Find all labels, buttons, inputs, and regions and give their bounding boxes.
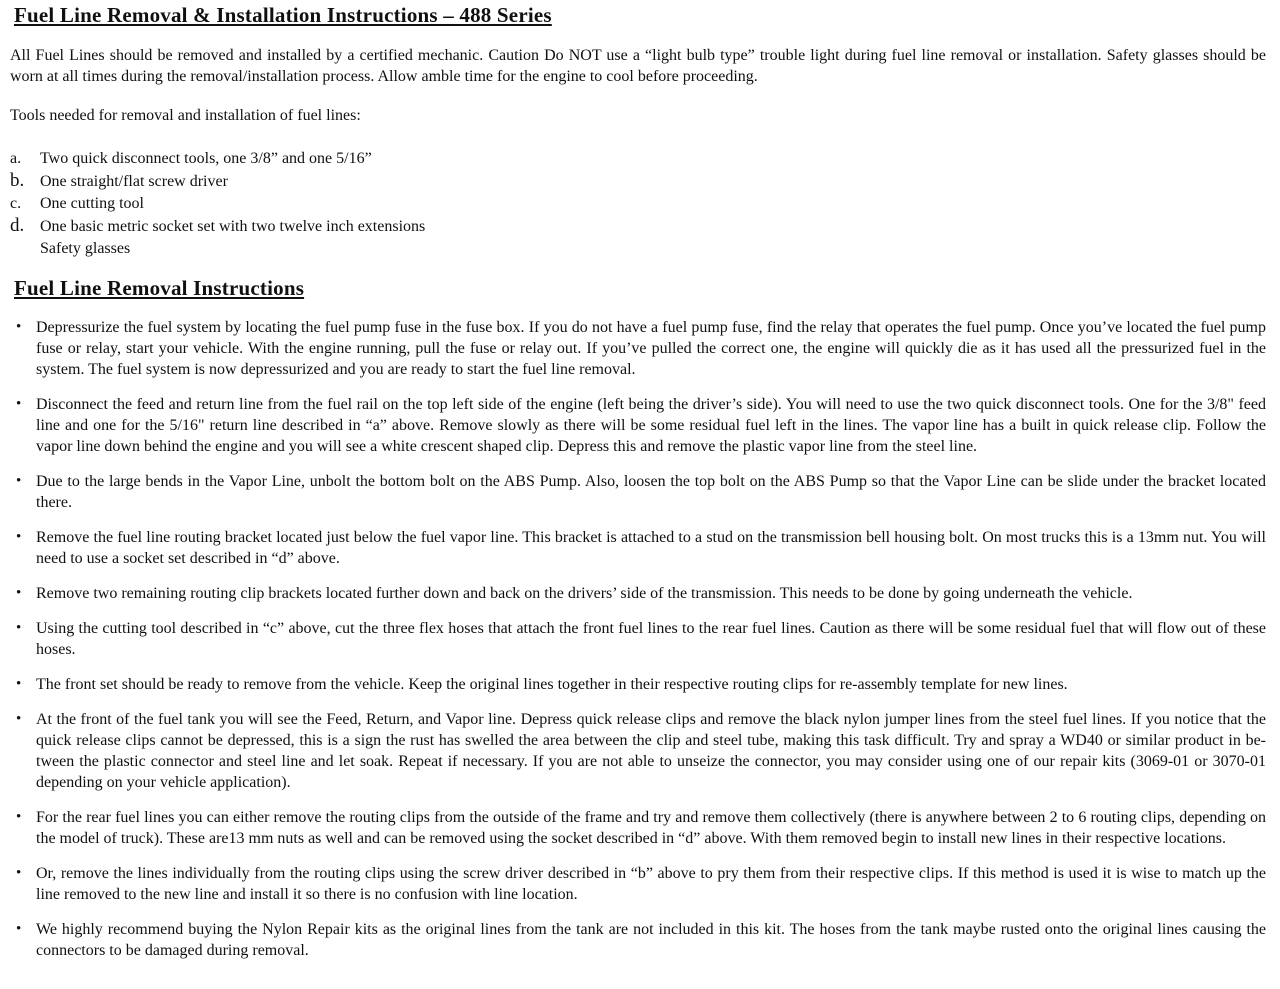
bullet-item-7 xyxy=(10,674,1266,695)
bullet-item-10 xyxy=(10,863,1266,905)
tool-text-a: Two quick disconnect tools, one 3/8” and one 5/16” xyxy=(40,150,372,167)
bullet-icon: • xyxy=(16,585,22,601)
step-text-4: Remove the fuel line routing bracket located just below the fuel vapor line. This bracket is attached to a stud on the transmission bell housing bolt. On most trucks this is a 13mm nut. You will need to use a socket set described in “d” above. xyxy=(36,529,1266,567)
tool-text-c: One cutting tool xyxy=(40,195,144,212)
bullet-icon: • xyxy=(16,620,22,636)
step-text-11: We highly recommend buying the Nylon Repair kits as the original lines from the tank are not included in this kit. The hoses from the tank maybe rusted onto the original lines causing the connectors to be damaged during removal. xyxy=(36,921,1266,959)
bullet-icon: • xyxy=(16,711,22,727)
bullet-item-11 xyxy=(10,919,1266,961)
bullet-icon: • xyxy=(16,676,22,692)
bullet-icon: • xyxy=(16,529,22,545)
page-title: Fuel Line Removal & Installation Instructions – 488 Series xyxy=(14,3,552,27)
bullet-icon: • xyxy=(16,809,22,825)
intro-paragraph: All Fuel Lines should be removed and installed by a certified mechanic. Caution Do NOT use a “light bulb type” trouble light during fuel line removal or installation. Safety glasses should be worn at all times during the removal/installation process. Allow amble time for the engine to cool before proceeding. xyxy=(10,47,1266,85)
tool-text-safety-glasses: Safety glasses xyxy=(40,240,131,257)
step-text-6: Using the cutting tool described in “c” above, cut the three flex hoses that attach the front fuel lines to the rear fuel lines. Caution as there will be some residual fuel that will flow out of these hoses. xyxy=(36,620,1266,658)
tool-marker-b: b. xyxy=(10,170,25,191)
step-text-8: At the front of the fuel tank you will see the Feed, Return, and Vapor line. Depress quick release clips and remove the black nylon jumper lines from the steel fuel lines. If you notice that the quick release clips cannot be depressed, this is a sign the rust has swelled the area between the clip and steel tube, making this task difficult. Try and spray a WD40 or similar product in be-tween the plastic connector and steel line and let soak. Repeat if necessary. If you are not able to unseize the connector, you may consider using one of our repair kits (3069-01 or 3070-01 depending on your vehicle application). xyxy=(36,711,1266,791)
tool-item-c xyxy=(10,193,1266,215)
bullet-icon: • xyxy=(16,921,22,937)
tool-text-d: One basic metric socket set with two twelve inch extensions xyxy=(40,218,426,235)
bullet-icon: • xyxy=(16,473,22,489)
bullet-item-8 xyxy=(10,709,1266,793)
step-text-2: Disconnect the feed and return line from the fuel rail on the top left side of the engine (left being the driver’s side). You will need to use the two quick disconnect tools. One for the 3/8" feed line and one for the 5/16" return line described in “a” above. Remove slowly as there will be some residual fuel left in the lines. The vapor line has a built in quick release clip. Follow the vapor line down behind the engine and you will see a white crescent shaped clip. Depress this and remove the plastic vapor line from the steel line. xyxy=(36,396,1266,455)
tool-text-b: One straight/flat screw driver xyxy=(40,173,228,190)
step-text-9: For the rear fuel lines you can either remove the routing clips from the outside of the frame and try and remove them collectively (there is anywhere between 2 to 6 routing clips, depending on the model of truck). These are13 mm nuts as well and can be removed using the socket described in “d” above. With them removed begin to install new lines in their respective locations. xyxy=(36,809,1266,847)
step-text-5: Remove two remaining routing clip brackets located further down and back on the drivers’ side of the transmission. This needs to be done by going underneath the vehicle. xyxy=(36,585,1133,602)
bullet-icon: • xyxy=(16,396,22,412)
bullet-item-5 xyxy=(10,583,1266,604)
step-text-3: Due to the large bends in the Vapor Line, unbolt the bottom bolt on the ABS Pump. Also, loosen the top bolt on the ABS Pump so that the Vapor Line can be slide under the bracket located there. xyxy=(36,473,1266,511)
bullet-icon: • xyxy=(16,319,22,335)
tool-marker-d: d. xyxy=(10,215,25,236)
bullet-item-9 xyxy=(10,807,1266,849)
bullet-item-4 xyxy=(10,527,1266,569)
bullet-icon: • xyxy=(16,865,22,881)
bullet-item-6 xyxy=(10,618,1266,660)
tool-item-a xyxy=(10,148,1266,170)
tool-marker-c: c. xyxy=(10,195,22,212)
steps-list xyxy=(10,317,1266,961)
step-text-7: The front set should be ready to remove from the vehicle. Keep the original lines together in their respective routing clips for re-assembly template for new lines. xyxy=(36,676,1068,693)
bullet-item-2 xyxy=(10,394,1266,457)
bullet-item-3 xyxy=(10,471,1266,513)
section-title: Fuel Line Removal Instructions xyxy=(14,276,305,300)
tools-list xyxy=(10,148,1266,260)
bullet-item-1 xyxy=(10,317,1266,380)
tool-item-d xyxy=(10,215,1266,238)
tool-item-continuation xyxy=(10,238,1266,260)
step-text-10: Or, remove the lines individually from the routing clips using the screw driver described in “b” above to pry them from their respective clips. If this method is used it is wise to match up the line removed to the new line and install it so there is no confusion with line location. xyxy=(36,865,1266,903)
tool-item-b xyxy=(10,170,1266,193)
step-text-1: Depressurize the fuel system by locating the fuel pump fuse in the fuse box. If you do not have a fuel pump fuse, find the relay that operates the fuel pump. Once you’ve located the fuel pump fuse or relay, start your vehicle. With the engine running, pull the fuse or relay out. If you’ve pulled the correct one, the engine will quickly die as it has used all the pressurized fuel in the system. The fuel system is now depressurized and you are ready to start the fuel line removal. xyxy=(36,319,1266,378)
tool-marker-a: a. xyxy=(10,150,22,167)
tools-intro-text: Tools needed for removal and installation of fuel lines: xyxy=(10,107,361,124)
